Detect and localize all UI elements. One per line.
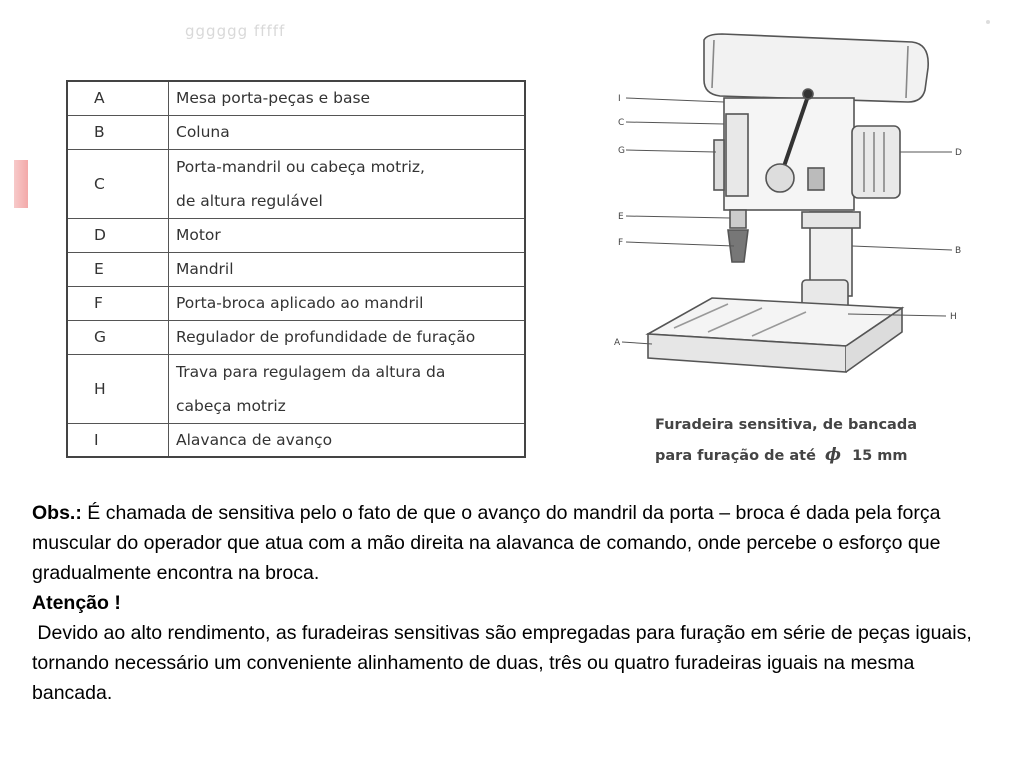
part-description-line: cabeça motriz: [176, 396, 286, 415]
part-letter: C: [67, 149, 169, 218]
label-D: D: [955, 148, 962, 158]
caption-suffix: 15 mm: [852, 448, 908, 464]
column-collar: [802, 212, 860, 228]
caption-line-2: [655, 440, 917, 471]
spindle-tube: [726, 114, 748, 196]
table-row: [67, 81, 525, 115]
table-row: [67, 149, 525, 218]
table-row: [67, 115, 525, 149]
table-row: [67, 252, 525, 286]
drill-press-drawing: [612, 28, 982, 413]
leader-line: [626, 150, 716, 152]
label-F: F: [618, 238, 624, 248]
lever-hub: [766, 164, 794, 192]
table-row: [67, 354, 525, 423]
chuck: [730, 210, 746, 228]
label-G: G: [618, 146, 625, 156]
label-H: H: [950, 312, 957, 322]
lever-knob: [803, 89, 813, 99]
part-description: Porta-broca aplicado ao mandril: [169, 286, 526, 320]
table-row: [67, 286, 525, 320]
part-letter: E: [67, 252, 169, 286]
diameter-symbol: ϕ: [824, 445, 841, 465]
leader-line: [626, 216, 730, 218]
table-row: [67, 218, 525, 252]
part-description: Mandril: [169, 252, 526, 286]
part-description: [169, 149, 526, 218]
part-description: Regulador de profundidade de furação: [169, 320, 526, 354]
table-row: [67, 320, 525, 354]
label-E: E: [618, 212, 624, 222]
part-letter: A: [67, 81, 169, 115]
leader-line: [626, 122, 724, 124]
label-I: I: [618, 94, 621, 104]
attention-heading: Atenção !: [32, 592, 121, 614]
part-description: Motor: [169, 218, 526, 252]
part-letter: D: [67, 218, 169, 252]
body-text: [32, 498, 982, 708]
label-B: B: [955, 246, 962, 256]
part-description-line: Trava para regulagem da altura da: [176, 362, 446, 381]
obs-paragraph: [32, 498, 982, 588]
parts-table: [66, 80, 526, 458]
part-description: Coluna: [169, 115, 526, 149]
name-plate: [808, 168, 824, 190]
label-C: C: [618, 118, 625, 128]
attention-text: Devido ao alto rendimento, as furadeiras sensitivas são empregadas para furação em série de peças iguais, tornando necessário um conveniente alinhamento de duas, três ou quatro furadeiras iguais na mesma bancada.: [32, 622, 972, 704]
part-description-line: de altura regulável: [176, 191, 323, 210]
leader-line: [626, 242, 734, 246]
leader-line: [852, 246, 952, 250]
table-row: [67, 423, 525, 457]
attention-paragraph: [32, 618, 982, 708]
caption-prefix: para furação de até: [655, 448, 816, 464]
part-letter: I: [67, 423, 169, 457]
corner-dot: [986, 20, 990, 24]
part-description-line: Porta-mandril ou cabeça motriz,: [176, 157, 425, 176]
red-edge-mark: [14, 160, 28, 208]
part-letter: B: [67, 115, 169, 149]
obs-text: É chamada de sensitiva pelo o fato de que o avanço do mandril da porta – broca é dada pela força muscular do operador que atua com a mão direita na alavanca de comando, onde percebe o esforço que gradualmente encontra na broca.: [32, 502, 941, 584]
part-description: Mesa porta-peças e base: [169, 81, 526, 115]
leader-line: [626, 98, 724, 102]
motor-block: [852, 126, 900, 198]
caption-line-1: Furadeira sensitiva, de bancada: [655, 417, 917, 433]
part-description: Alavanca de avanço: [169, 423, 526, 457]
part-letter: G: [67, 320, 169, 354]
part-letter: H: [67, 354, 169, 423]
part-description: [169, 354, 526, 423]
figure-caption: [655, 410, 917, 471]
part-letter: F: [67, 286, 169, 320]
depth-gauge: [714, 140, 724, 190]
faint-header-text: gggggg fffff: [185, 22, 286, 40]
motor-housing: [704, 34, 928, 102]
label-A: A: [614, 338, 621, 348]
obs-label: Obs.:: [32, 502, 82, 524]
